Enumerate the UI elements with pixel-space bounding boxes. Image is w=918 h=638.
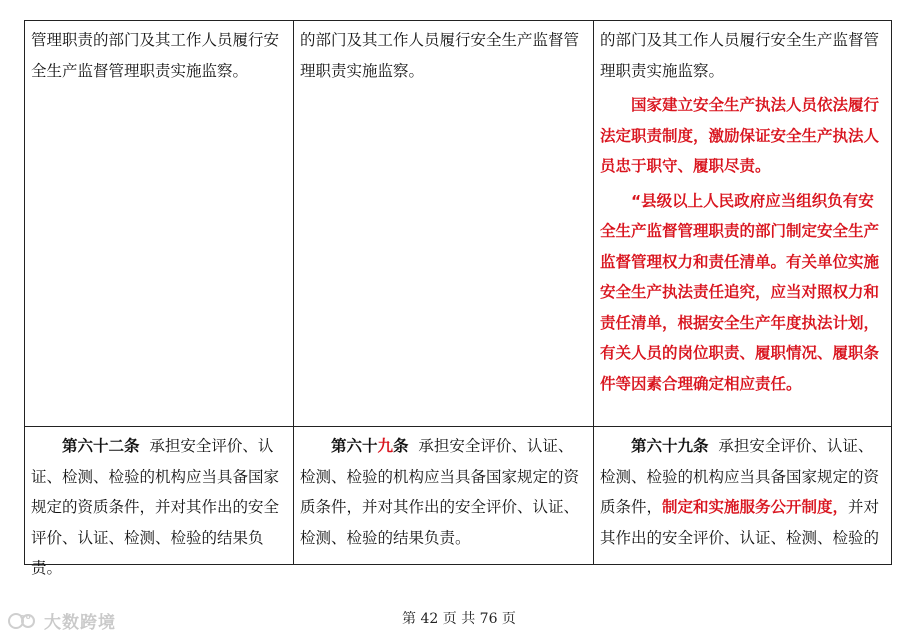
added-clause-red: 国家建立安全生产执法人员依法履行法定职责制度，激励保证安全生产执法人员忠于职守、履职尽责。: [600, 96, 880, 175]
article-text: 承担安全评价、认证、检测、检验的机构应当具备国家规定的资质条件，并对其作出的安全评价、认证、检测、检验的结果负责。: [31, 437, 280, 577]
article-text: 承担安全评价、认证、检测、检验的机构应当具备国家规定的资质条件，: [600, 437, 880, 516]
table-cell-revised: [594, 21, 892, 427]
comparison-table: [24, 20, 892, 577]
table-row: [25, 21, 892, 427]
table-cell-draft: [294, 427, 594, 565]
added-text-red: 制定和实施服务公开制度，: [662, 498, 849, 516]
article-number: 第六十九条: [631, 437, 709, 455]
page-number: 第 42 页 共 76 页: [402, 611, 516, 627]
table-cell-original: [25, 21, 294, 427]
watermark-text: 大数跨境: [44, 613, 116, 633]
article-number-changed: 九: [377, 437, 394, 455]
cell-text: 的部门及其工作人员履行安全生产监督管理职责实施监察。: [600, 31, 880, 80]
article-number: 第六十二条: [62, 437, 140, 455]
table-cell-original: [25, 427, 294, 577]
article-number-part: 第六十: [331, 437, 378, 455]
added-clause-red: “县级以上人民政府应当组织负有安全生产监督管理职责的部门制定安全生产监督管理权力和责任清单。有关单位实施安全生产执法责任追究，应当对照权力和责任清单，根据安全生产年度执法计划，有关人员的岗位职责、履职情况、履职条件等因素合理确定相应责任。: [600, 191, 880, 393]
article-text: 承担安全评价、认证、检测、检验的机构应当具备国家规定的资质条件，并对其作出的安全评价、认证、检测、检验的结果负责。: [300, 437, 580, 547]
article-paragraph: [600, 431, 883, 553]
table-row: [25, 427, 892, 577]
table-cell-revised: [594, 427, 892, 565]
table-cell-draft: [294, 21, 594, 427]
cell-text: 的部门及其工作人员履行安全生产监督管理职责实施监察。: [300, 31, 580, 80]
article-number-part: 条: [393, 437, 409, 455]
article-paragraph: [300, 431, 585, 553]
article-text: 并对其作出的安全评价、认证、检测、检验的: [600, 498, 880, 547]
cell-text: 管理职责的部门及其工作人员履行安全生产监督管理职责实施监察。: [31, 31, 280, 80]
svg-text:oo: oo: [20, 612, 32, 621]
article-number: [331, 437, 409, 455]
article-paragraph: [31, 431, 285, 584]
